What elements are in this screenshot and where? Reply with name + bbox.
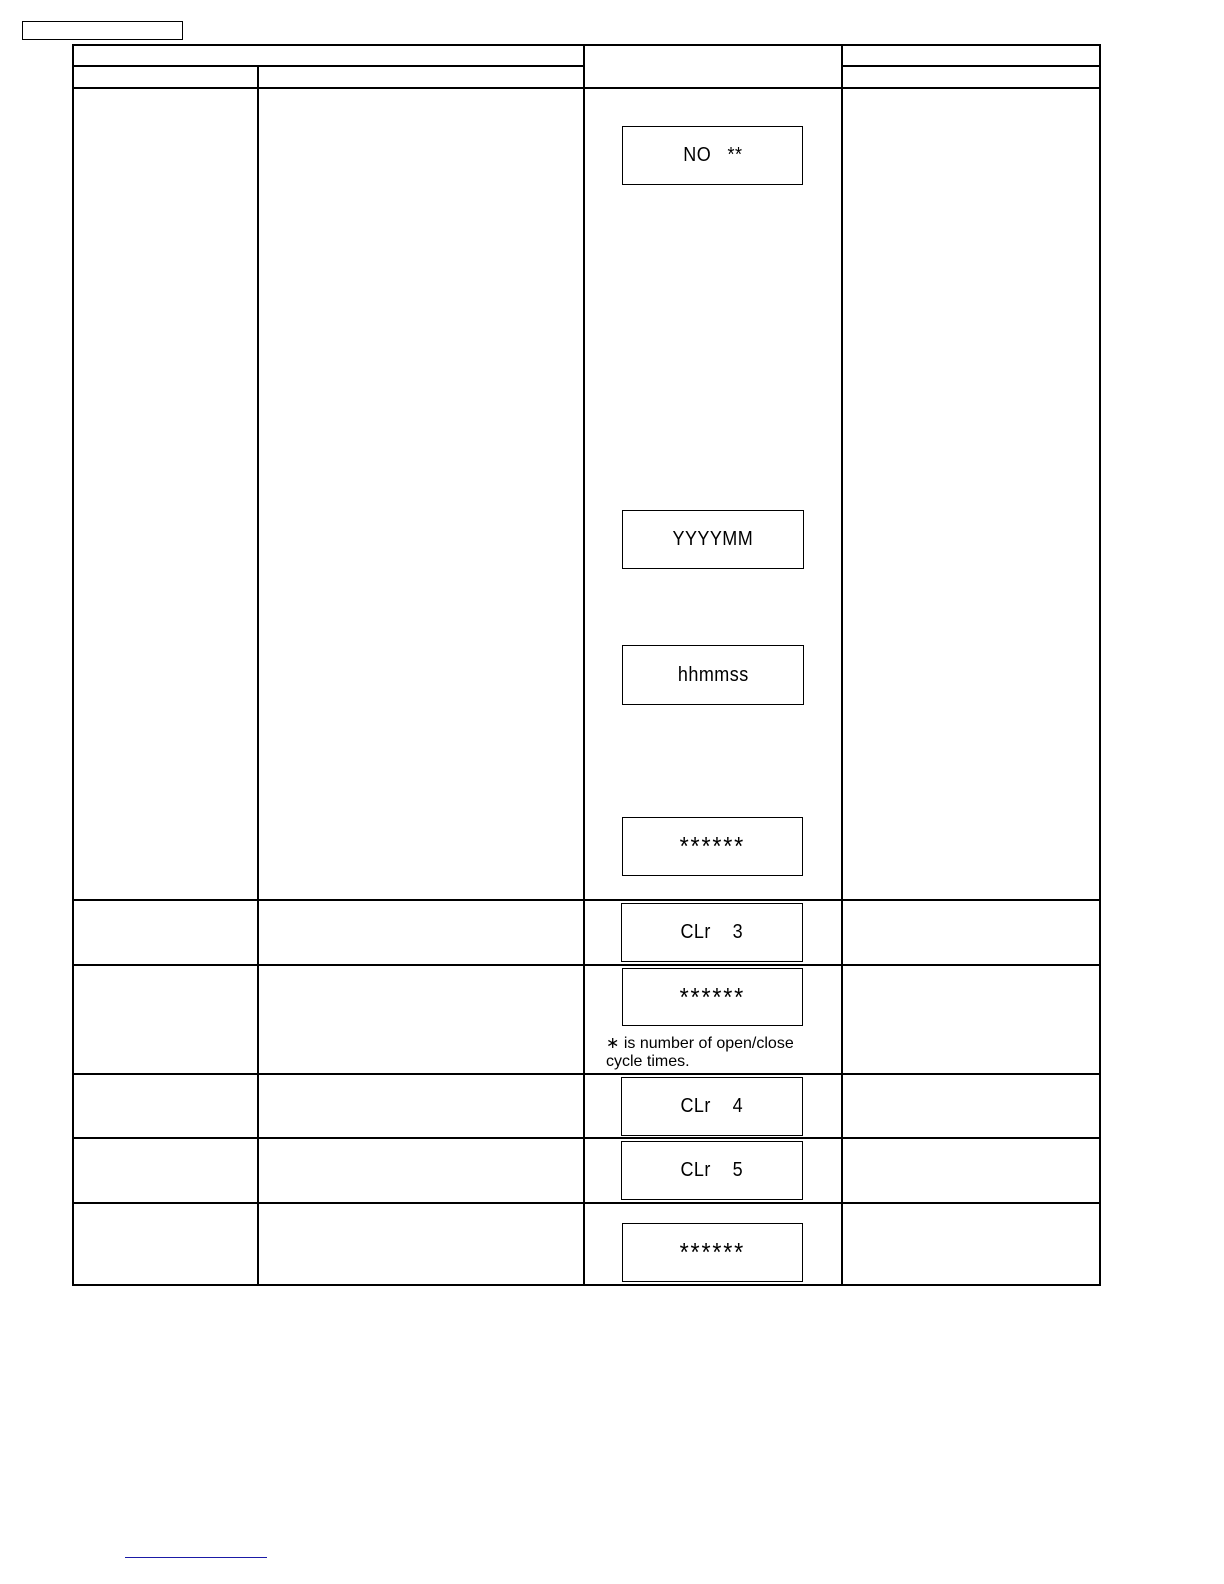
table-rule-row4 — [72, 1137, 1101, 1139]
table-rule-subheader-right — [842, 65, 1101, 67]
display-no-text: NO ** — [682, 144, 743, 166]
display-count-c — [622, 1223, 803, 1282]
table-rule-header-bottom — [72, 87, 1101, 89]
cycle-note-line2: cycle times. — [606, 1053, 690, 1070]
display-count-b-text: ****** — [679, 981, 746, 1012]
table-rule-bottom — [72, 1284, 1101, 1286]
table-rule-row3 — [72, 1073, 1101, 1075]
page-label-box — [22, 21, 183, 40]
display-count-a — [622, 817, 803, 876]
display-date — [622, 510, 804, 569]
display-count-a-text: ****** — [679, 831, 746, 861]
cycle-note-line1: ∗ is number of open/close — [606, 1035, 794, 1052]
cycle-note — [606, 1035, 794, 1071]
table-rule-col2 — [583, 44, 585, 1286]
display-clr5 — [621, 1141, 803, 1200]
table-rule-col3 — [841, 44, 843, 1286]
table-rule-subheader — [72, 65, 585, 67]
display-clr3 — [621, 903, 803, 962]
display-date-text: YYYYMM — [672, 528, 754, 550]
display-time — [622, 645, 804, 705]
table-rule-top — [72, 44, 1101, 46]
display-clr4 — [621, 1077, 803, 1136]
table-rule-row2 — [72, 964, 1101, 966]
display-count-b — [622, 968, 803, 1026]
display-clr3-text: CLr 3 — [680, 921, 744, 943]
display-count-c-text: ****** — [679, 1237, 746, 1267]
table-rule-row5 — [72, 1202, 1101, 1204]
display-clr4-text: CLr 4 — [680, 1095, 744, 1117]
display-clr5-text: CLr 5 — [680, 1159, 744, 1181]
display-time-text: hhmmss — [677, 663, 749, 686]
table-rule-left — [72, 44, 74, 1286]
footer-link[interactable] — [125, 1557, 267, 1558]
display-no — [622, 126, 803, 185]
table-rule-col1 — [257, 65, 259, 1286]
table-rule-right — [1099, 44, 1101, 1286]
table-rule-row1 — [72, 899, 1101, 901]
